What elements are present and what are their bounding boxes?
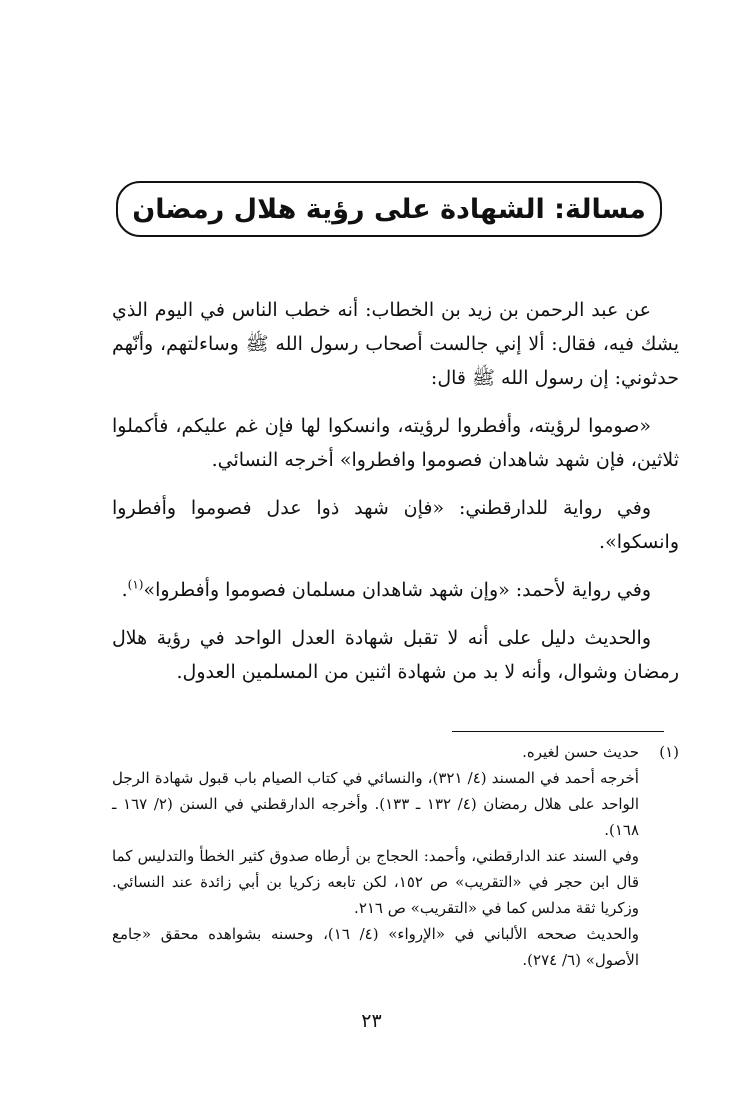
page-number: ٢٣ xyxy=(361,1010,382,1032)
footnote-number: (١) xyxy=(659,743,679,761)
chapter-title: مسالة: الشهادة على رؤية هلال رمضان xyxy=(132,193,646,225)
footnote-item xyxy=(112,739,679,973)
footnote-body xyxy=(112,739,639,973)
footnote-reference[interactable]: (١) xyxy=(127,577,144,592)
paragraph-ahmad-end: . xyxy=(121,579,128,601)
footnote-line-authentication: والحديث صححه الألباني في «الإرواء» (٤/ ١٦)، وحسنه بشواهده محقق «جامع الأصول» (٦/ ٢٧٤). xyxy=(112,925,639,969)
paragraph-hadith-intro: عن عبد الرحمن بن زيد بن الخطاب: أنه خطب الناس في اليوم الذي يشك فيه، فقال: ألا إني جالست أصحاب رسول الله ﷺ وساءلتهم، وأنّهم حدثوني: إن رسول الله ﷺ قال: xyxy=(112,299,679,389)
main-text xyxy=(112,293,679,703)
paragraph-conclusion: والحديث دليل على أنه لا تقبل شهادة العدل الواحد في رؤية هلال رمضان وشوال، وأنه لا بد من شهادة اثنين من المسلمين العدول. xyxy=(112,627,679,683)
footnotes xyxy=(112,739,679,973)
footnote-line-sources: أخرجه أحمد في المسند (٤/ ٣٢١)، والنسائي في كتاب الصيام باب قبول شهادة الرجل الواحد على هلال رمضان (٤/ ١٣٢ ـ ١٣٣). وأخرجه الدارقطني في السنن (٢/ ١٦٧ ـ ١٦٨). xyxy=(112,769,640,839)
chapter-title-box xyxy=(116,181,662,237)
paragraph-ahmad-text: وفي رواية لأحمد: «وإن شهد شاهدان مسلمان فصوموا وأفطروا» xyxy=(143,579,651,601)
paragraph-ahmad-narration xyxy=(112,573,679,607)
paragraph-daraqutni-narration: وفي رواية للدارقطني: «فإن شهد ذوا عدل فصوموا وأفطروا وانسكوا». xyxy=(112,497,679,553)
paragraph-hadith-text: «صوموا لرؤيته، وأفطروا لرؤيته، وانسكوا لها فإن غم عليكم، فأكملوا ثلاثين، فإن شهد شاهدان فصوموا وافطروا» أخرجه النسائي. xyxy=(112,415,679,471)
footnote-separator xyxy=(452,731,664,732)
footnote-line-chain: وفي السند عند الدارقطني، وأحمد: الحجاج بن أرطاه صدوق كثير الخطأ والتدليس كما قال ابن حجر في «التقريب» ص ١٥٢، لكن تابعه زكريا بن أبي زائدة عند النسائي. وزكريا ثقة مدلس كما في «التقريب» ص ٢١٦. xyxy=(112,847,639,917)
footnote-line-grade: حديث حسن لغيره. xyxy=(522,743,639,761)
